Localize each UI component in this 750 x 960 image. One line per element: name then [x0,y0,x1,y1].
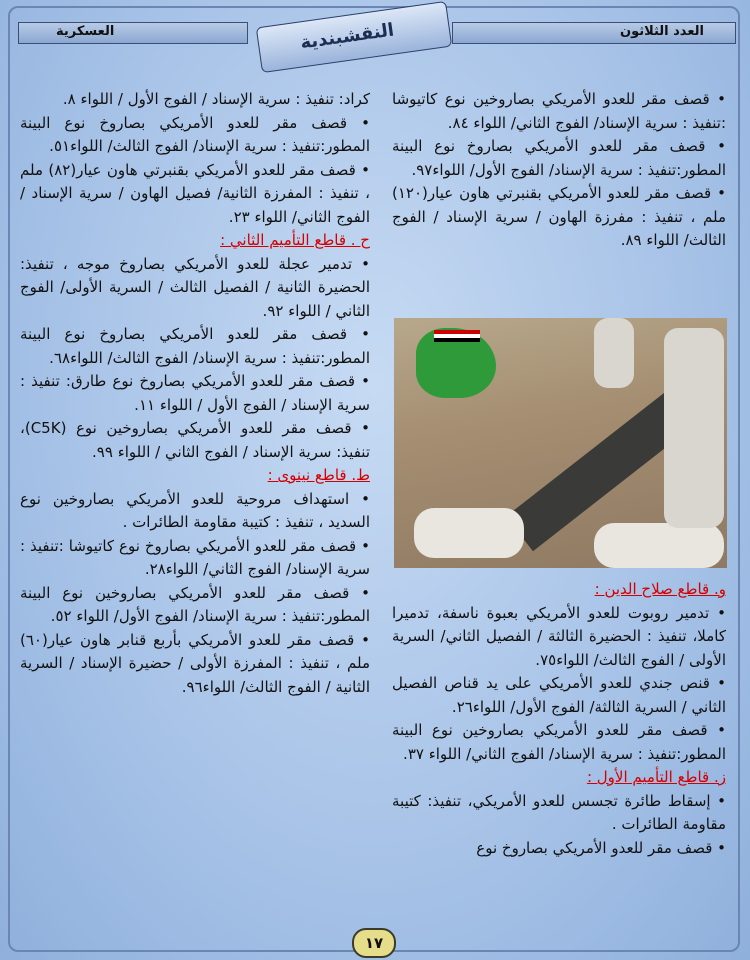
page-number: ١٧ [352,928,396,958]
right-item: • قنص جندي للعدو الأمريكي على يد قناص الفصيل الثاني / السرية الثالثة/ الفوج الأول/ اللواء٢٦. [392,674,726,716]
fighter-figure [664,328,724,528]
section-heading: و. قاطع صلاح الدين : [594,580,726,598]
section-heading: ط. قاطع نينوى : [267,466,370,484]
mortar-photo [394,318,727,568]
right-column-top [392,88,726,253]
right-item: • قصف مقر للعدو الأمريكي بقنبرتي هاون عيار(١٢٠) ملم ، تنفيذ : مفرزة الهاون / سرية الإسناد / الفوج الثالث/ اللواء ٨٩. [392,184,726,249]
left-item: • قصف مقر للعدو الأمريكي بصاروخ نوع كاتيوشا :تنفيذ : سرية الإسناد/ الفوج الثاني/ اللواء٢٨. [20,536,370,578]
brigade-name-title: النقشبندية [298,19,396,54]
issue-label: العدد الثلاثون [619,24,704,39]
right-item: • تدمير روبوت للعدو الأمريكي بعبوة ناسفة، تدميرا كاملا، تنفيذ : الحضيرة الثالثة / الفصيل الثاني/ السرية الأولى / الفوج الثالث/ اللواء٧٥. [392,603,726,669]
left-item: • قصف مقر للعدو الأمريكي بصاروخ نوع البينة المطور:تنفيذ : سرية الإسناد/ الفوج الثالث/ اللواء٦٨. [20,325,370,367]
flag-icon [434,330,480,342]
right-column-bottom [392,578,726,860]
right-item: • قصف مقر للعدو الأمريكي بصاروخ نوع [476,838,726,857]
left-item: كراد: تنفيذ : سرية الإسناد / الفوج الأول / اللواء ٨. [62,90,370,108]
sandbag [414,508,524,558]
section-label: العسكرية [56,24,115,39]
left-column [20,88,370,699]
right-item: • قصف مقر للعدو الأمريكي بصاروخين نوع البينة المطور:تنفيذ : سرية الإسناد/ الفوج الثاني/ اللواء ٣٧. [392,721,726,763]
right-item: • قصف مقر للعدو الأمريكي بصاروخين نوع كاتيوشا :تنفيذ : سرية الإسناد/ الفوج الثاني/ اللواء ٨٤. [392,90,726,132]
left-item: • قصف مقر للعدو الأمريكي بصاروخين نوع البينة المطور:تنفيذ : سرية الإسناد/ الفوج الأول/ اللواء ٥٢. [20,583,370,625]
fighter-figure [594,318,634,388]
left-item: • قصف مقر للعدو الأمريكي بصاروخ نوع البينة المطور:تنفيذ : سرية الإسناد/ الفوج الثالث/ اللواء٥١. [20,113,370,155]
section-heading: ز. قاطع التأميم الأول : [586,768,726,786]
sandbag [594,523,724,568]
left-item: • قصف مقر للعدو الأمريكي بصاروخين نوع (C5K)، تنفيذ: سرية الإسناد / الفوج الثاني / اللواء ٩٩. [20,419,370,461]
header-banner-left [18,22,248,44]
left-item: • قصف مقر للعدو الأمريكي بقنبرتي هاون عيار(٨٢) ملم ، تنفيذ : المفرزة الثانية/ فصيل الهاون / سرية الإسناد / الفوج الثاني/ اللواء ٢٣. [20,160,370,226]
right-item: • إسقاط طائرة تجسس للعدو الأمريكي، تنفيذ: كتيبة مقاومة الطائرات . [392,791,726,833]
section-heading: ح . قاطع التأميم الثاني : [220,231,370,249]
left-item: • استهداف مروحية للعدو الأمريكي بصاروخين نوع السديد ، تنفيذ : كتيبة مقاومة الطائرات . [20,489,370,531]
right-item: • قصف مقر للعدو الأمريكي بصاروخ نوع البينة المطور:تنفيذ : سرية الإسناد/ الفوج الأول/ اللواء٩٧. [392,137,726,179]
left-item: • قصف مقر للعدو الأمريكي بأربع قنابر هاون عيار(٦٠) ملم ، تنفيذ : المفرزة الأولى / حضيرة الإسناد / السرية الثانية / الفوج الثالث/ اللواء٩٦. [20,630,370,696]
left-item: • تدمير عجلة للعدو الأمريكي بصاروخ موجه ، تنفيذ: الحضيرة الثانية / الفصيل الثالث / السرية الأولى/ الفوج الثاني / اللواء ٩٢. [20,254,370,320]
left-item: • قصف مقر للعدو الأمريكي بصاروخ نوع طارق: تنفيذ : سرية الإسناد / الفوج الأول / اللواء ١١. [20,372,370,414]
